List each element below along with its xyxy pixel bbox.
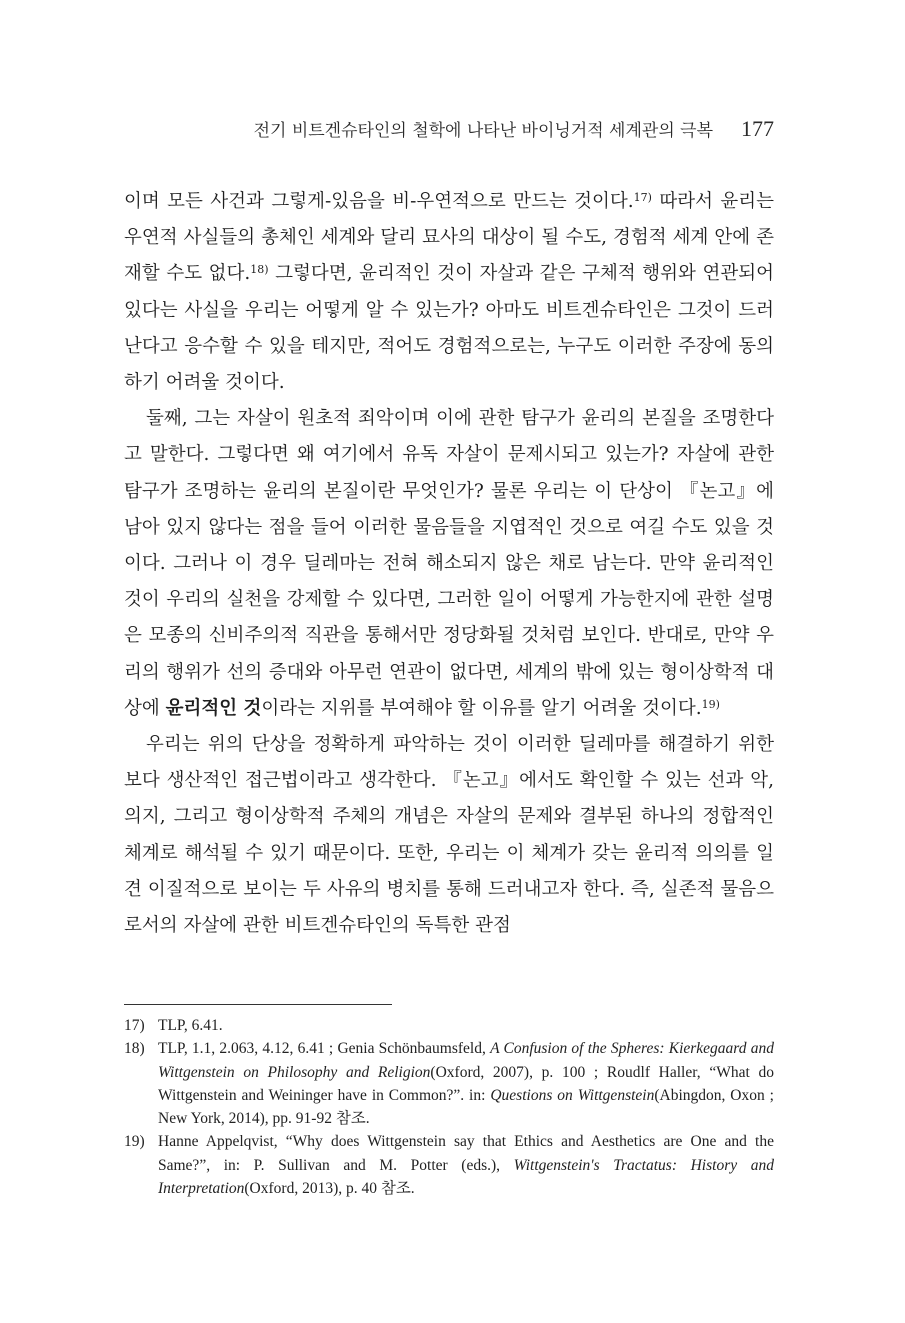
footnote-text [158,1014,774,1037]
running-header [124,116,774,146]
p2-text-a: 둘째, 그는 자살이 원초적 죄악이며 이에 관한 탐구가 윤리의 본질을 조명한다고 말한다. 그렇다면 왜 여기에서 유독 자살이 문제시되고 있는가? 자살에 관한 탐구가 조명하는 윤리의 본질이란 무엇인가? 물론 우리는 이 단상이 『논고』에 남아 있지 않다는 점을 들어 이러한 물음들을 지엽적인 것으로 여길 수도 있을 것이다. 그러나 이 경우 딜레마는 전혀 해소되지 않은 채로 남는다. 만약 윤리적인 것이 우리의 실천을 강제할 수 있다면, 그러한 일이 어떻게 가능한지에 관한 설명은 모종의 신비주의적 직관을 통해서만 정당화될 것처럼 보인다. 반대로, 만약 우리의 행위가 선의 증대와 아무런 연관이 없다면, 세계의 밖에 있는 형이상학적 대상에 [124,408,774,719]
p1-text-c: 그렇다면, 윤리적인 것이 자살과 같은 구체적 행위와 연관되어 있다는 사실을 우리는 어떻게 알 수 있는가? 아마도 비트겐슈타인은 그것이 드러난다고 응수할 수 있을 테지만, 적어도 경험적으로는, 누구도 이러한 주장에 동의하기 어려울 것이다. [124,263,774,394]
footnote-book-title: A Confusion of the Spheres: Kierkegaard and Wittgenstein on Philosophy and Religion [158,1040,774,1081]
footnote-text-c: (Abingdon, Oxon ; New York, 2014), pp. 91-92 참조. [158,1086,774,1128]
p2-bold-term: 윤리적인 것 [165,697,262,719]
footnote-18 [124,1037,774,1130]
footnote-number: 17) [124,1017,145,1034]
footnote-text [158,1130,774,1200]
footnote-ref-18[interactable]: 18) [250,263,269,277]
paragraph-2 [124,401,774,727]
p1-text-b: 따라서 윤리는 우연적 사실들의 총체인 세계와 달리 묘사의 대상이 될 수도, 경험적 세계 안에 존재할 수도 없다. [124,191,774,285]
footnote-ref-17[interactable]: 17) [633,191,652,204]
running-title: 전기 비트겐슈타인의 철학에 나타난 바이닝거적 세계관의 극복 [253,121,713,141]
footnote-divider [124,1004,392,1005]
footnote-number: 19) [124,1133,145,1151]
footnote-17 [124,1014,774,1037]
footnote-text-a: TLP, 6.41. [158,1017,223,1034]
p1-text-a: 이며 모든 사건과 그렇게-있음을 비-우연적으로 만드는 것이다. [124,191,634,212]
footnote-text-b: (Oxford, 2007), p. 100 ; Roudlf Haller, “What do Wittgenstein and Weininger have in Common?”. in: [158,1063,774,1104]
footnote-text-b: (Oxford, 2013), p. 40 참조. [244,1180,415,1198]
page-number: 177 [741,116,774,141]
footnote-text-a: TLP, 1.1, 2.063, 4.12, 6.41 ; Genia Schönbaumsfeld, [158,1040,491,1058]
footnote-text [158,1037,774,1130]
paragraph-1 [124,184,774,401]
paragraph-3 [124,727,774,944]
footnote-book-title: Questions on Wittgenstein [490,1086,655,1104]
footnotes [124,1014,774,1200]
footnote-19 [124,1130,774,1200]
p2-text-b: 이라는 지위를 부여해야 할 이유를 알기 어려울 것이다. [261,697,702,719]
body-text [124,184,774,944]
footnote-ref-19[interactable]: 19) [701,697,720,711]
footnote-book-title: Wittgenstein's Tractatus: History and Interpretation [158,1156,774,1198]
p3-text: 우리는 위의 단상을 정확하게 파악하는 것이 이러한 딜레마를 해결하기 위한 보다 생산적인 접근법이라고 생각한다. 『논고』에서도 확인할 수 있는 선과 악, 의지, 그리고 형이상학적 주체의 개념은 자살의 문제와 결부된 하나의 정합적인 체계로 해석될 수 있기 때문이다. 또한, 우리는 이 체계가 갖는 윤리적 의의를 일견 이질적으로 보이는 두 사유의 병치를 통해 드러내고자 한다. 즉, 실존적 물음으로서의 자살에 관한 비트겐슈타인의 독특한 관점 [124,734,774,937]
footnote-number: 18) [124,1040,145,1058]
footnote-text-a: Hanne Appelqvist, “Why does Wittgenstein say that Ethics and Aesthetics are One and the Same?”, in: P. Sullivan and M. Potter (eds.), [158,1133,774,1174]
